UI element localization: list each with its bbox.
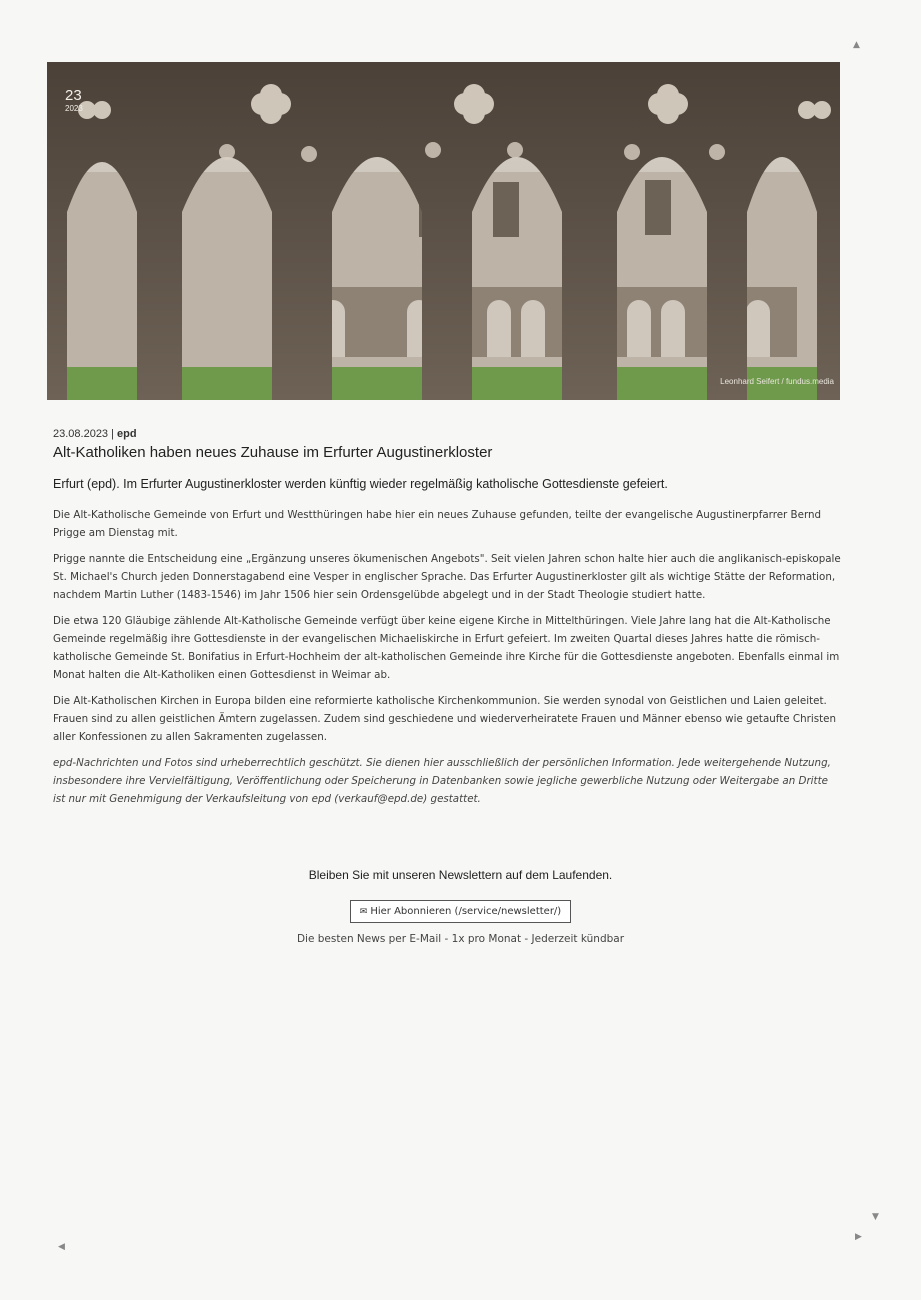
cloister-illustration <box>47 62 840 400</box>
meta-separator: | <box>111 428 114 440</box>
article-meta <box>53 428 137 440</box>
photo-date-year: 2023 <box>65 104 83 113</box>
scan-corner-mark: ▲ <box>853 40 860 50</box>
photo-date-badge <box>65 88 83 113</box>
cloister-photo <box>47 62 840 400</box>
article-paragraph: Prigge nannte die Entscheidung eine „Ergänzung unseres ökumenischen Angebots". Seit vielen Jahren schon halte hier auch die anglikanisch-episkopale St. Michael's Church jeden Donnerstagabend eine Vesper in englischer Sprache. Das Erfurter Augustinerkloster gilt als wichtige Stätte der Reformation, nachdem Martin Luther (1483-1546) im Jahr 1506 hier sein Ordensgelübde abgelegt und in der Stadt Theologie studiert hatte. <box>53 553 841 601</box>
article-body <box>53 506 843 816</box>
photo-date-day: 23 <box>65 87 82 104</box>
photo-credit: Leonhard Seifert / fundus.media <box>720 377 834 386</box>
newsletter-title: Bleiben Sie mit unseren Newslettern auf dem Laufenden. <box>308 868 613 882</box>
article-lead: Erfurt (epd). Im Erfurter Augustinerkloster werden künftig wieder regelmäßig katholische Gottesdienste gefeiert. <box>53 477 668 491</box>
article-date: 23.08.2023 <box>53 428 109 440</box>
article-paragraph: Die Alt-Katholische Gemeinde von Erfurt und Westthüringen habe hier ein neues Zuhause gefunden, teilte der evangelische Augustinerpfarrer Bernd Prigge am Dienstag mit. <box>53 509 822 539</box>
article-title: Alt-Katholiken haben neues Zuhause im Erfurter Augustinerkloster <box>53 444 493 461</box>
subscribe-label: Hier Abonnieren (/service/newsletter/) <box>370 906 562 917</box>
envelope-icon: ✉ <box>359 907 368 917</box>
newsletter-section <box>0 868 921 945</box>
article-source: epd <box>117 428 137 440</box>
copyright-disclaimer: epd-Nachrichten und Fotos sind urheberrechtlich geschützt. Sie dienen hier ausschließlich der persönlichen Information. Jede weitergehende Nutzung, insbesondere ihre Vervielfältigung, Veröffentlichung oder Speicherung in Datenbanken sowie jegliche gewerbliche Nutzung oder Weitergabe an Dritte ist nur mit Genehmigung der Verkaufsleitung von epd (verkauf@epd.de) gestattet. <box>53 757 831 805</box>
newsletter-note: Die besten News per E-Mail - 1x pro Monat - Jederzeit kündbar <box>296 933 625 945</box>
newsletter-subscribe-button[interactable] <box>350 900 571 923</box>
article-paragraph: Die Alt-Katholischen Kirchen in Europa bilden eine reformierte katholische Kirchenkommunion. Sie werden synodal von Geistlichen und Laien geleitet. Frauen sind zu allen geistlichen Ämtern zugelassen. Zudem sind geschiedene und wiederverheiratete Frauen und Männer ebenso wie getaufte Christen aller Konfessionen zu allen Sakramenten zugelassen. <box>53 695 836 743</box>
scan-corner-mark: ▼ <box>872 1212 879 1222</box>
scan-corner-mark: ▶ <box>855 1232 862 1242</box>
scan-corner-mark: ◀ <box>58 1242 65 1252</box>
article-paragraph: Die etwa 120 Gläubige zählende Alt-Katholische Gemeinde verfügt über keine eigene Kirche in Mittelthüringen. Viele Jahre lang hat die Alt-Katholische Gemeinde regelmäßig ihre Gottesdienste in der evangelischen Michaeliskirche in Erfurt gefeiert. Im zweiten Quartal dieses Jahres hatte die römisch-katholische Gemeinde St. Bonifatius in Erfurt-Hochheim der alt-katholischen Gemeinde ihre Kirche für die Gottesdienste angeboten. Ebenfalls einmal im Monat halten die Alt-Katholiken einen Gottesdienst in Weimar ab. <box>53 615 840 681</box>
